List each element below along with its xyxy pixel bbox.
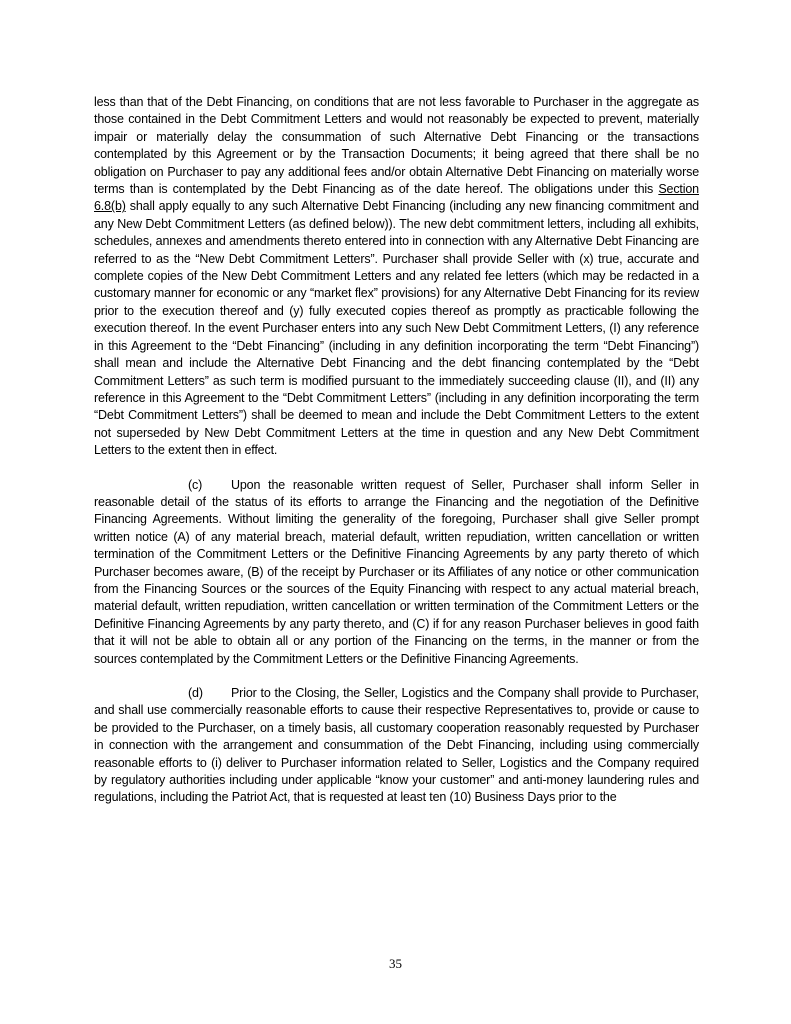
paragraph-b-continued <box>94 94 699 460</box>
page-number: 35 <box>389 956 402 971</box>
paragraph-d-text: Prior to the Closing, the Seller, Logistics and the Company shall provide to Purchaser, and shall use commercially reasonable efforts to cause their respective Representatives to, provide or cause to be provided to the Purchaser, on a timely basis, all customary cooperation reasonably requested by Purchaser in connection with the arrangement and consummation of the Debt Financing, including using commercially reasonable efforts to (i) deliver to Purchaser information related to Seller, Logistics and the Company required by regulatory authorities including under applicable “know your customer” and anti-money laundering rules and regulations, including the Patriot Act, that is requested at least ten (10) Business Days prior to the <box>94 686 699 805</box>
paragraph-b-text-1: less than that of the Debt Financing, on conditions that are not less favorable to Purchaser in the aggregate as those contained in the Debt Commitment Letters and would not reasonably be expected to prevent, materially impair or materially delay the consummation of such Alternative Debt Financing or the transactions contemplated by this Agreement or by the Transaction Documents; it being agreed that there shall be no obligation on Purchaser to pay any additional fees and/or obtain Alternative Debt Financing on materially worse terms than is contemplated by the Debt Financing as of the date hereof. The obligations under this <box>94 95 699 197</box>
paragraph-d <box>94 685 699 807</box>
paragraph-c <box>94 477 699 668</box>
document-page <box>94 94 699 807</box>
paragraph-b-text-2: shall apply equally to any such Alternative Debt Financing (including any new financing commitment and any New Debt Commitment Letters (as defined below)). The new debt commitment letters, including all exhibits, schedules, annexes and amendments thereto entered into in connection with any Alternative Debt Financing are referred to as the “New Debt Commitment Letters”. Purchaser shall provide Seller with (x) true, accurate and complete copies of the New Debt Commitment Letters and any related fee letters (which may be redacted in a customary manner for economic or any “market flex” provisions) for any Alternative Debt Financing for its review prior to the execution thereof and (y) fully executed copies thereof as promptly as practicable following the execution thereof. In the event Purchaser enters into any such New Debt Commitment Letters, (I) any reference in this Agreement to the “Debt Financing” (including in any definition incorporating the term “Debt Financing”) shall mean and include the Alternative Debt Financing and the debt financing contemplated by the “Debt Commitment Letters” as such term is modified pursuant to the immediately succeeding clause (II), and (II) any reference in this Agreement to the “Debt Commitment Letters” (including in any definition incorporating the term “Debt Commitment Letters”) shall be deemed to mean and include the Debt Commitment Letters to the extent not superseded by New Debt Commitment Letters at the time in question and any New Debt Commitment Letters to the extent then in effect. <box>94 199 699 458</box>
paragraph-c-label: (c) <box>188 477 203 492</box>
paragraph-c-text: Upon the reasonable written request of Seller, Purchaser shall inform Seller in reasonable detail of the status of its efforts to arrange the Financing and the negotiation of the Definitive Financing Agreements. Without limiting the generality of the foregoing, Purchaser shall give Seller prompt written notice (A) of any material breach, material default, written repudiation, written cancellation or written termination of the Commitment Letters or the Definitive Financing Agreements by any party thereto of which Purchaser becomes aware, (B) of the receipt by Purchaser or its Affiliates of any notice or other communication from the Financing Sources or the sources of the Equity Financing with respect to any actual material breach, material default, written repudiation, written cancellation or written termination of the Commitment Letters or the Definitive Financing Agreements by any party thereto, and (C) if for any reason Purchaser believes in good faith that it will not be able to obtain all or any portion of the Financing on the terms, in the manner or from the sources contemplated by the Commitment Letters or the Definitive Financing Agreements. <box>94 477 699 666</box>
section-reference-link: Section 6.8(b) <box>94 182 699 214</box>
paragraph-d-label: (d) <box>188 686 203 700</box>
